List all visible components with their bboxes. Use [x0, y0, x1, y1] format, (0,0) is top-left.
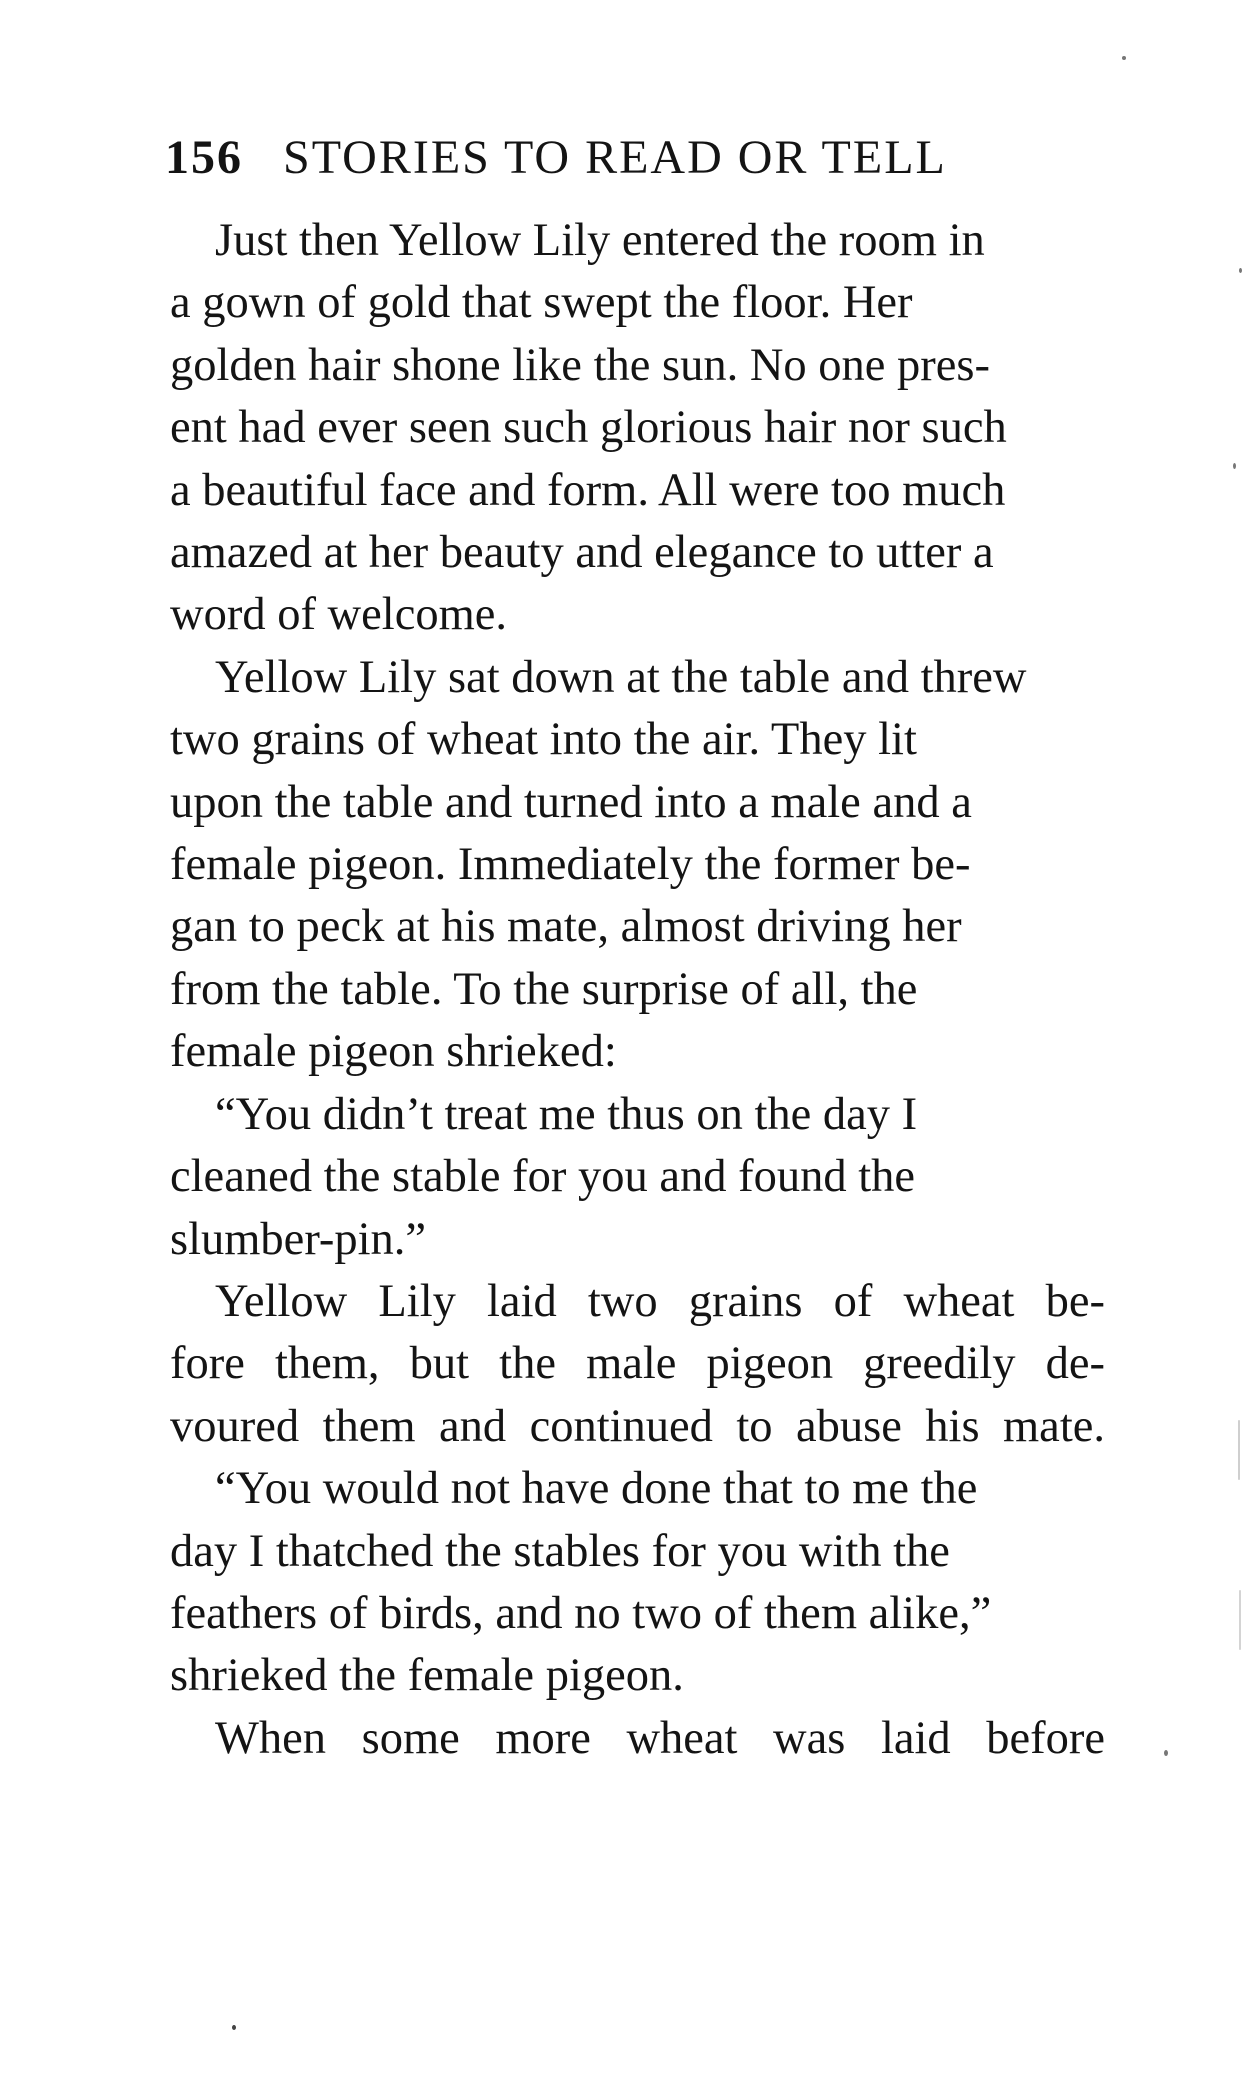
- text-line: feathers of birds, and no two of them alike,”: [170, 1587, 992, 1639]
- running-head: STORIES TO READ OR TELL: [283, 131, 947, 184]
- scan-speck: [1122, 56, 1126, 60]
- text-line: Just then Yellow Lily entered the room in: [215, 215, 985, 266]
- page-number: 156: [165, 131, 243, 184]
- scan-speck: [1239, 268, 1242, 273]
- text-line: Yellow Lily laid two grains of wheat be-: [215, 1275, 1105, 1327]
- paragraph: [170, 1708, 1105, 1770]
- text-line: two grains of wheat into the air. They lit: [170, 714, 917, 766]
- text-line: day I thatched the stables for you with the: [170, 1525, 950, 1577]
- text-line: word of welcome.: [170, 589, 508, 641]
- text-line: from the table. To the surprise of all, the: [170, 963, 918, 1015]
- scan-speck: [1238, 1420, 1240, 1480]
- scan-speck: [1239, 1590, 1241, 1650]
- paragraph: [170, 1271, 1105, 1458]
- page-header: [165, 130, 1085, 194]
- paragraph: [170, 647, 1105, 1084]
- text-line: fore them, but the male pigeon greedily de-: [170, 1338, 1105, 1390]
- text-line: When some more wheat was laid before: [215, 1712, 1105, 1764]
- text-line: “You didn’t treat me thus on the day I: [215, 1088, 918, 1140]
- paragraph: [170, 1458, 1105, 1708]
- text-line: a beautiful face and form. All were too much: [170, 464, 1006, 516]
- text-line: a gown of gold that swept the floor. Her: [170, 277, 913, 329]
- paragraph: [170, 210, 1105, 647]
- text-line: upon the table and turned into a male and a: [170, 776, 972, 828]
- text-line: slumber-pin.”: [170, 1213, 427, 1265]
- text-line: cleaned the stable for you and found the: [170, 1151, 916, 1203]
- scan-speck: [232, 2025, 236, 2030]
- text-line: ent had ever seen such glorious hair nor such: [170, 402, 1007, 454]
- text-line: amazed at her beauty and elegance to utter a: [170, 527, 994, 579]
- text-line: shrieked the female pigeon.: [170, 1650, 684, 1702]
- text-line: golden hair shone like the sun. No one pres-: [170, 339, 991, 391]
- text-line: Yellow Lily sat down at the table and threw: [215, 651, 1027, 703]
- text-line: female pigeon shrieked:: [170, 1026, 617, 1078]
- text-line: gan to peck at his mate, almost driving her: [170, 901, 962, 953]
- paragraph: [170, 1084, 1105, 1271]
- body-text: [170, 210, 1105, 1770]
- text-line: “You would not have done that to me the: [215, 1463, 978, 1515]
- text-line: voured them and continued to abuse his mate.: [170, 1400, 1105, 1452]
- scan-speck: [1164, 1750, 1168, 1756]
- text-line: female pigeon. Immediately the former be-: [170, 839, 971, 891]
- scan-speck: [1233, 463, 1236, 469]
